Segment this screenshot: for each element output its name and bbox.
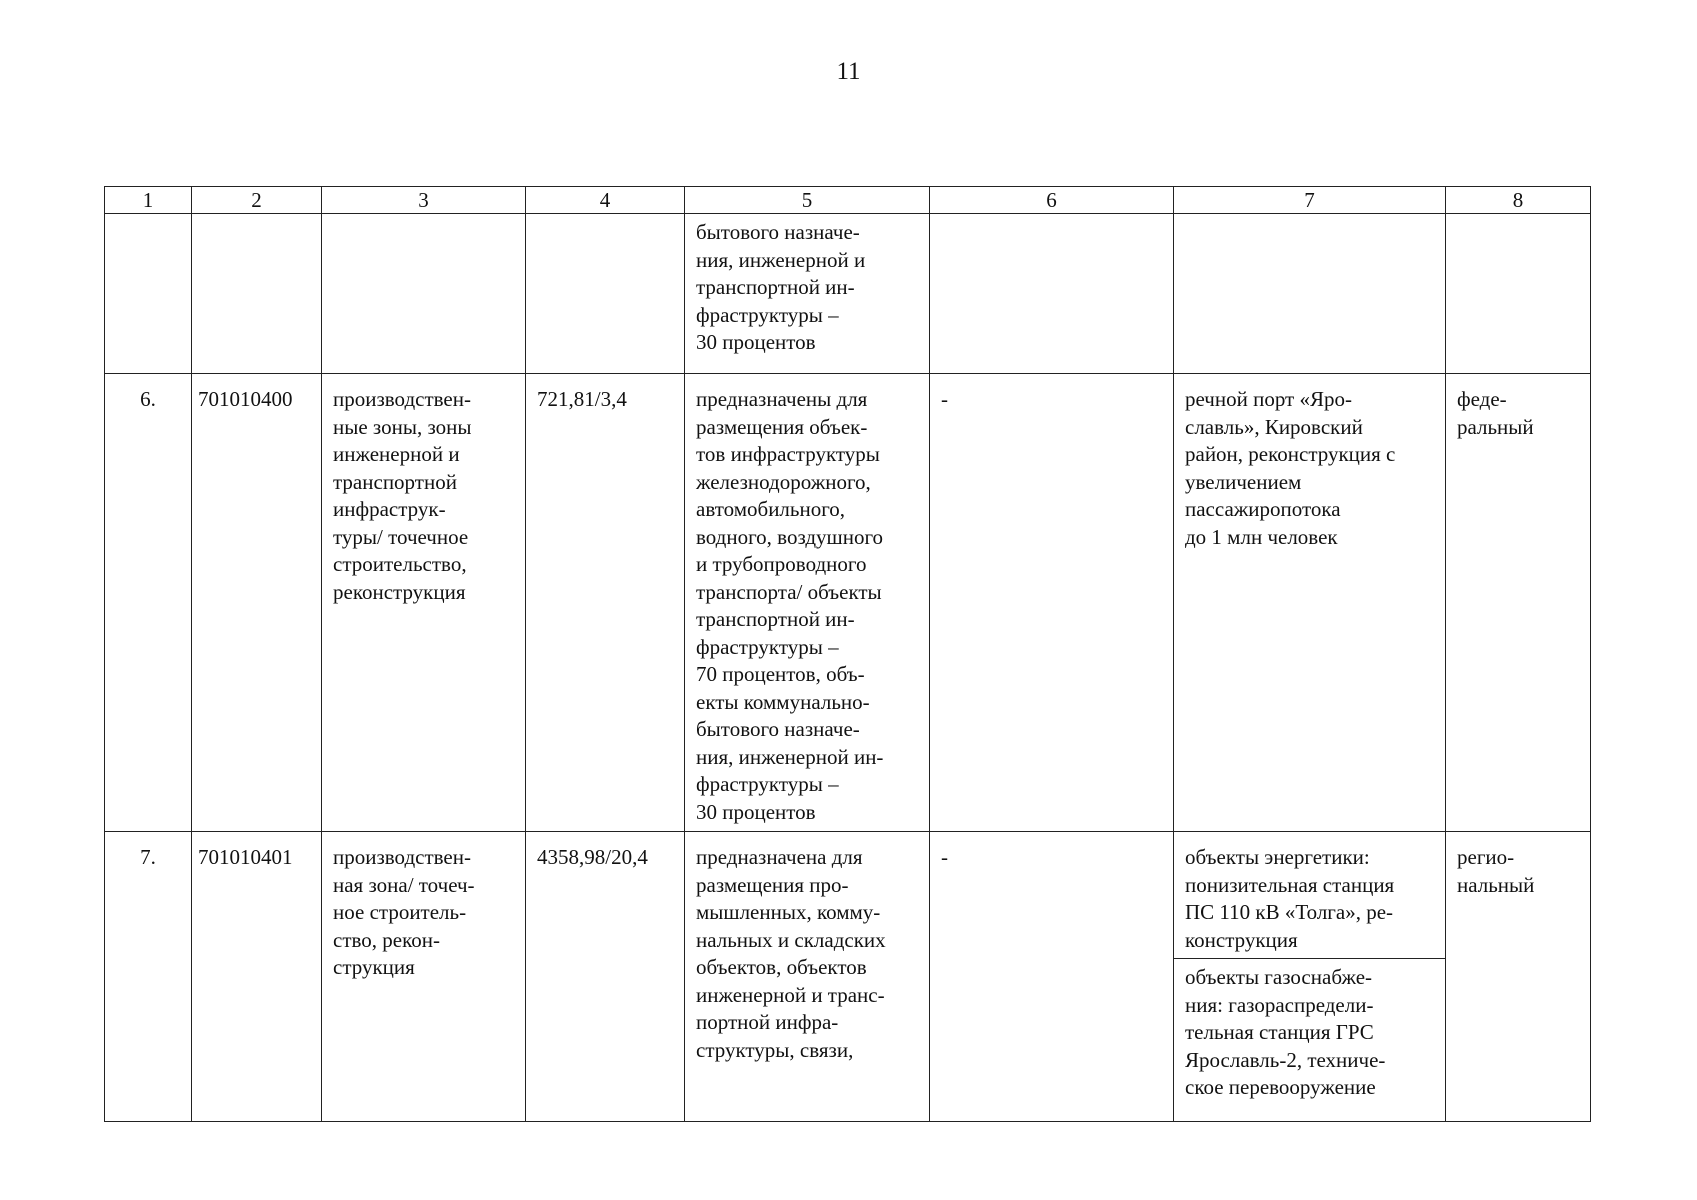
header-row xyxy=(105,187,1591,214)
header-cell-6: 6 xyxy=(930,187,1174,214)
zone-purpose: предназначена для размещения про- мышленных, комму- нальных и складских объектов, объектов инженерной и транс- портной инфра- структуры, связи, xyxy=(685,832,930,1122)
planned-object: объекты энергетики: понизительная станция ПС 110 кВ «Толга», ре- конструкция xyxy=(1185,845,1395,952)
zone-area: 4358,98/20,4 xyxy=(526,832,685,1122)
table-row xyxy=(105,374,1591,832)
continuation-row xyxy=(105,214,1591,374)
header-cell-8: 8 xyxy=(1446,187,1591,214)
row-number: 7. xyxy=(105,832,192,1122)
zones-table xyxy=(104,186,1591,1122)
cont-cell-level xyxy=(1446,214,1591,374)
cont-cell-area xyxy=(526,214,685,374)
planned-object: объекты газоснабже- ния: газораспредели- тельная станция ГРС Ярославль-2, техниче- ское перевооружение xyxy=(1174,958,1445,1106)
header-cell-3: 3 xyxy=(322,187,526,214)
cont-cell-num xyxy=(105,214,192,374)
table-row xyxy=(105,832,1591,1122)
cont-cell-6 xyxy=(930,214,1174,374)
header-cell-5: 5 xyxy=(685,187,930,214)
zone-code: 701010401 xyxy=(192,832,322,1122)
zone-name: производствен- ные зоны, зоны инженерной и транспортной инфраструк- туры/ точечное строительство, реконструкция xyxy=(322,374,526,832)
header-cell-2: 2 xyxy=(192,187,322,214)
cont-cell-objects xyxy=(1174,214,1446,374)
significance-level: регио- нальный xyxy=(1446,832,1591,1122)
header-cell-7: 7 xyxy=(1174,187,1446,214)
page-number: 11 xyxy=(836,58,861,85)
zone-code: 701010400 xyxy=(192,374,322,832)
zone-name: производствен- ная зона/ точеч- ное строитель- ство, рекон- струкция xyxy=(322,832,526,1122)
planned-objects-cell xyxy=(1174,832,1446,1122)
col6-value: - xyxy=(930,832,1174,1122)
zone-purpose: предназначены для размещения объек- тов инфраструктуры железнодорожного, автомобильного, водного, воздушного и трубопроводного транспорта/ объекты транспортной ин- фраструктуры – 70 процентов, объ- екты коммунально- бытового назначе- ния, инженерной ин- фраструктуры – 30 процентов xyxy=(685,374,930,832)
cont-cell-purpose: бытового назначе- ния, инженерной и транспортной ин- фраструктуры – 30 процентов xyxy=(685,214,930,374)
header-cell-4: 4 xyxy=(526,187,685,214)
col6-value: - xyxy=(930,374,1174,832)
planned-object: речной порт «Яро- славль», Кировский район, реконструкция с увеличением пассажиропотока до 1 млн человек xyxy=(1174,374,1446,832)
header-cell-1: 1 xyxy=(105,187,192,214)
row-number: 6. xyxy=(105,374,192,832)
cont-cell-zone xyxy=(322,214,526,374)
significance-level: феде- ральный xyxy=(1446,374,1591,832)
cont-cell-code xyxy=(192,214,322,374)
zone-area: 721,81/3,4 xyxy=(526,374,685,832)
